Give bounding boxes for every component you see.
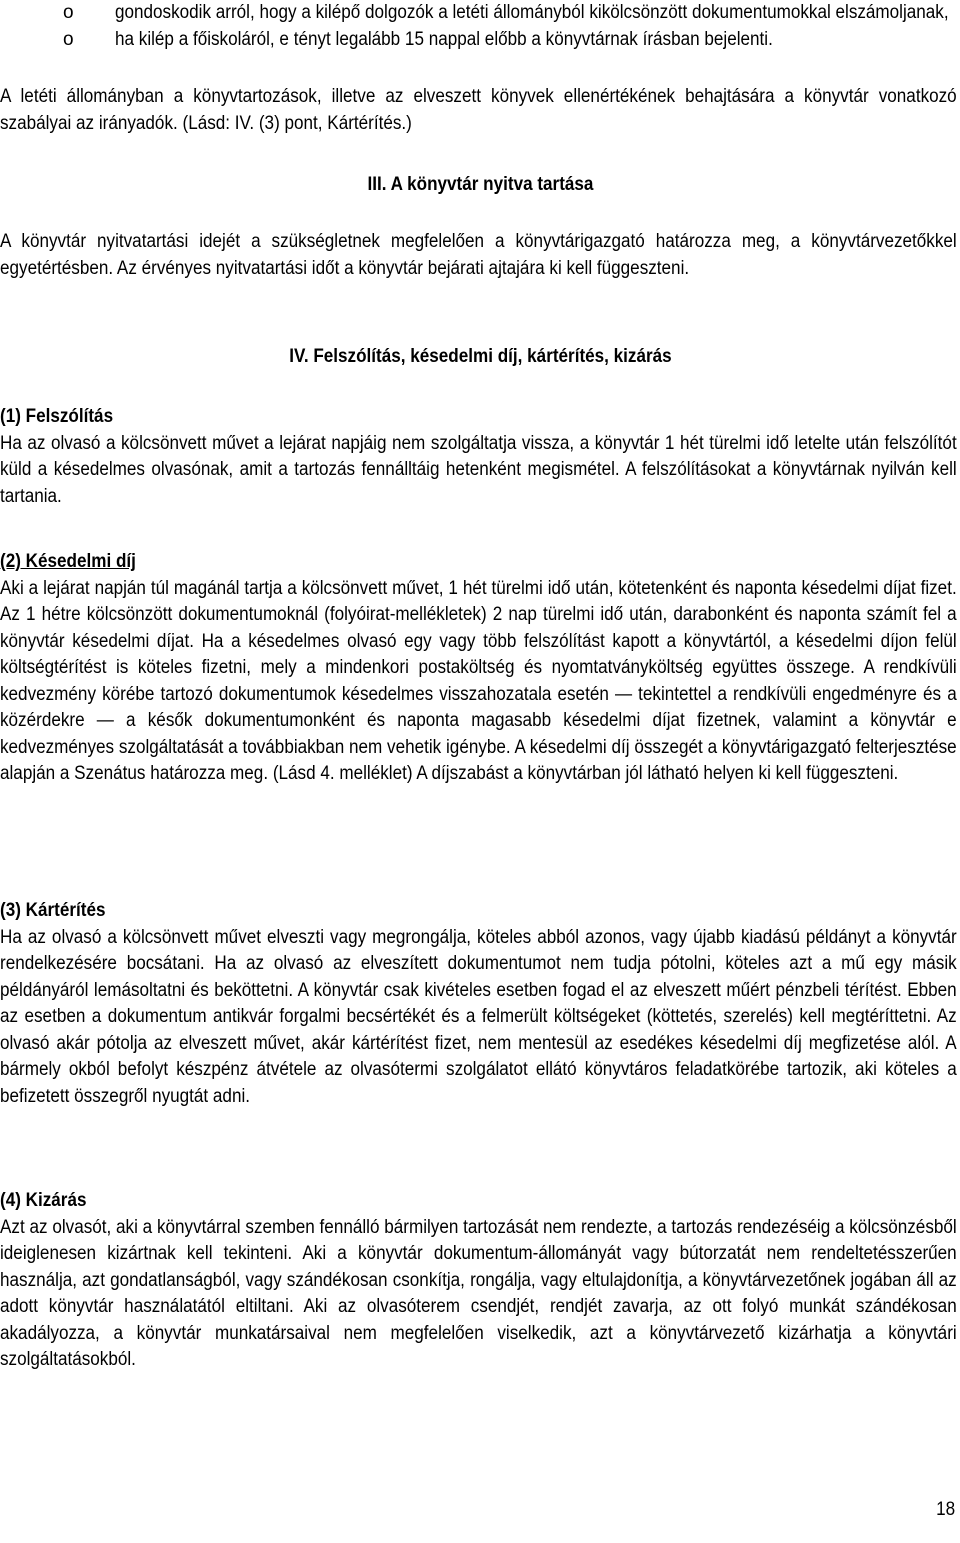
bullet-list <box>0 0 960 53</box>
section-3-title: III. A könyvtár nyitva tartása <box>367 174 593 195</box>
subsection-text: Ha az olvasó a kölcsönvett művet a lejárat napjáig nem szolgáltatja vissza, a könyvtár 1 hét türelmi idő letelte után felszólítót küld a késedelmes olvasónak, amit a tartozás fennálltáig hetenként megismétel. A felszólításokat a könyvtárnak nyilván kell tartania. <box>0 432 957 507</box>
subsection-heading: (1) Felszólítás <box>0 406 114 427</box>
list-item <box>0 0 960 27</box>
subsection-3 <box>0 898 957 1110</box>
section-4-title-block <box>0 344 960 371</box>
section-3-title-block <box>0 172 960 199</box>
subsection-1 <box>0 404 957 510</box>
subsection-text: Azt az olvasót, aki a könyvtárral szemben fennálló bármilyen tartozását nem rendezte, a tartozás rendezéséig a kölcsönzésből ideiglenesen kizártnak kell tekinteni. Aki a könyvtár dokumentum-állományát vagy bútorzatát nem rendeltetésszerűen használja, azt gondatlanságból, vagy szándékosan csonkítja, rongálja, vagy eltulajdonítja, a könyvtárvezetőnek jogában áll az adott könyvtár használatától eltiltani. Aki az olvasóterem csendjét, rendjét zavarja, az ott folyó munkát szándékosan akadályozza, a könyvtár munkatársaival nem megfelelően viselkedik, azt a könyvtárvezető kizárhatja a könyvtári szolgáltatásokból. <box>0 1216 957 1370</box>
subsection-heading: (4) Kizárás <box>0 1190 87 1211</box>
bullet-text: ha kilép a főiskoláról, e tényt legalább 15 nappal előbb a könyvtárnak írásban bejelenti. <box>115 28 773 50</box>
subsection-2 <box>0 549 957 788</box>
subsection-heading: (2) Késedelmi díj <box>0 551 136 572</box>
bullet-marker: o <box>63 28 74 50</box>
bullet-marker: o <box>63 2 74 23</box>
subsection-text: Aki a lejárat napján túl magánál tartja a kölcsönvett művet, 1 hét türelmi idő után, kötetenként és naponta késedelmi díjat fizet. Az 1 hétre kölcsönzött dokumentumoknál (folyóirat-mellékletek) 2 nap türelmi idő után, darabonként és naponta számít fel a könyvtár késedelmi díjat. Ha a késedelmes olvasó egy vagy több felszólítást kapott a könyvtártól, a késedelmi díjon felül költségtérítést is köteles fizetni, mely a mindenkori postaköltség és nyomtatványköltség együttes összege. A rendkívüli kedvezmény körébe tartozó dokumentumok késedelmes visszahozatala esetén — tekintettel a rendkívüli engedményre és a közérdekre — a késők dokumentumonként és naponta magasabb késedelmi díjat fizetnek, valamint a könyvtár e kedvezményes szolgáltatását a továbbiakban nem vehetik igénybe. A késedelmi díj összegét a könyvtárigazgató felterjesztése alapján a Szenátus határozza meg. (Lásd 4. melléklet) A díjszabást a könyvtárban jól látható helyen ki kell függeszteni. <box>0 577 957 784</box>
intro-paragraph: A letéti állományban a könyvtartozások, illetve az elveszett könyvek ellenértékének behajtására a könyvtár vonatkozó szabályai az irányadók. (Lásd: IV. (3) pont, Kártérítés.) <box>0 86 957 134</box>
intro-paragraph-block <box>0 84 957 137</box>
subsection-text: Ha az olvasó a kölcsönvett művet elveszti vagy megrongálja, köteles abból azonos, vagy újabb kiadású példányt a könyvtár rendelkezésére bocsátani. Ha az olvasó az elveszített dokumentumot nem tudja pótolni, köteles azt a mű egy másik példányáról lemásoltatni és beköttetni. A könyvtár csak kivételes esetben fogad el az elveszett műért pénzbeli térítést. Ebben az esetben a dokumentum antikvár forgalmi becsértékét és a felmerült költségeket (köttetés, szerelés) kell megtéríttetni. Az olvasó akár pótolja az elveszett művet, akár kártérítést fizet, nem mentesül az esedékes késedelmi díj megfizetése alól. A bármely okból befolyt készpénz átvétele az olvasótermi szolgálatot ellátó könyvtáros feladatkörébe tartozik, aki köteles a befizetett összegről nyugtát adni. <box>0 926 957 1107</box>
subsection-heading: (3) Kártérítés <box>0 900 106 921</box>
section-3-paragraph-block <box>0 229 957 282</box>
page-number: 18 <box>935 1499 955 1520</box>
list-item <box>0 27 960 54</box>
section-3-paragraph: A könyvtár nyitvatartási idejét a szükségletnek megfelelően a könyvtárigazgató határozza meg, a könyvtárvezetőkkel egyetértésben. Az érvényes nyitvatartási időt a könyvtár bejárati ajtajára ki kell függeszteni. <box>0 231 957 279</box>
bullet-text: gondoskodik arról, hogy a kilépő dolgozók a letéti állományból kikölcsönzött dokumentumokkal elszámoljanak, <box>115 2 949 23</box>
subsection-4 <box>0 1188 957 1374</box>
section-4-title: IV. Felszólítás, késedelmi díj, kártérítés, kizárás <box>288 346 672 367</box>
